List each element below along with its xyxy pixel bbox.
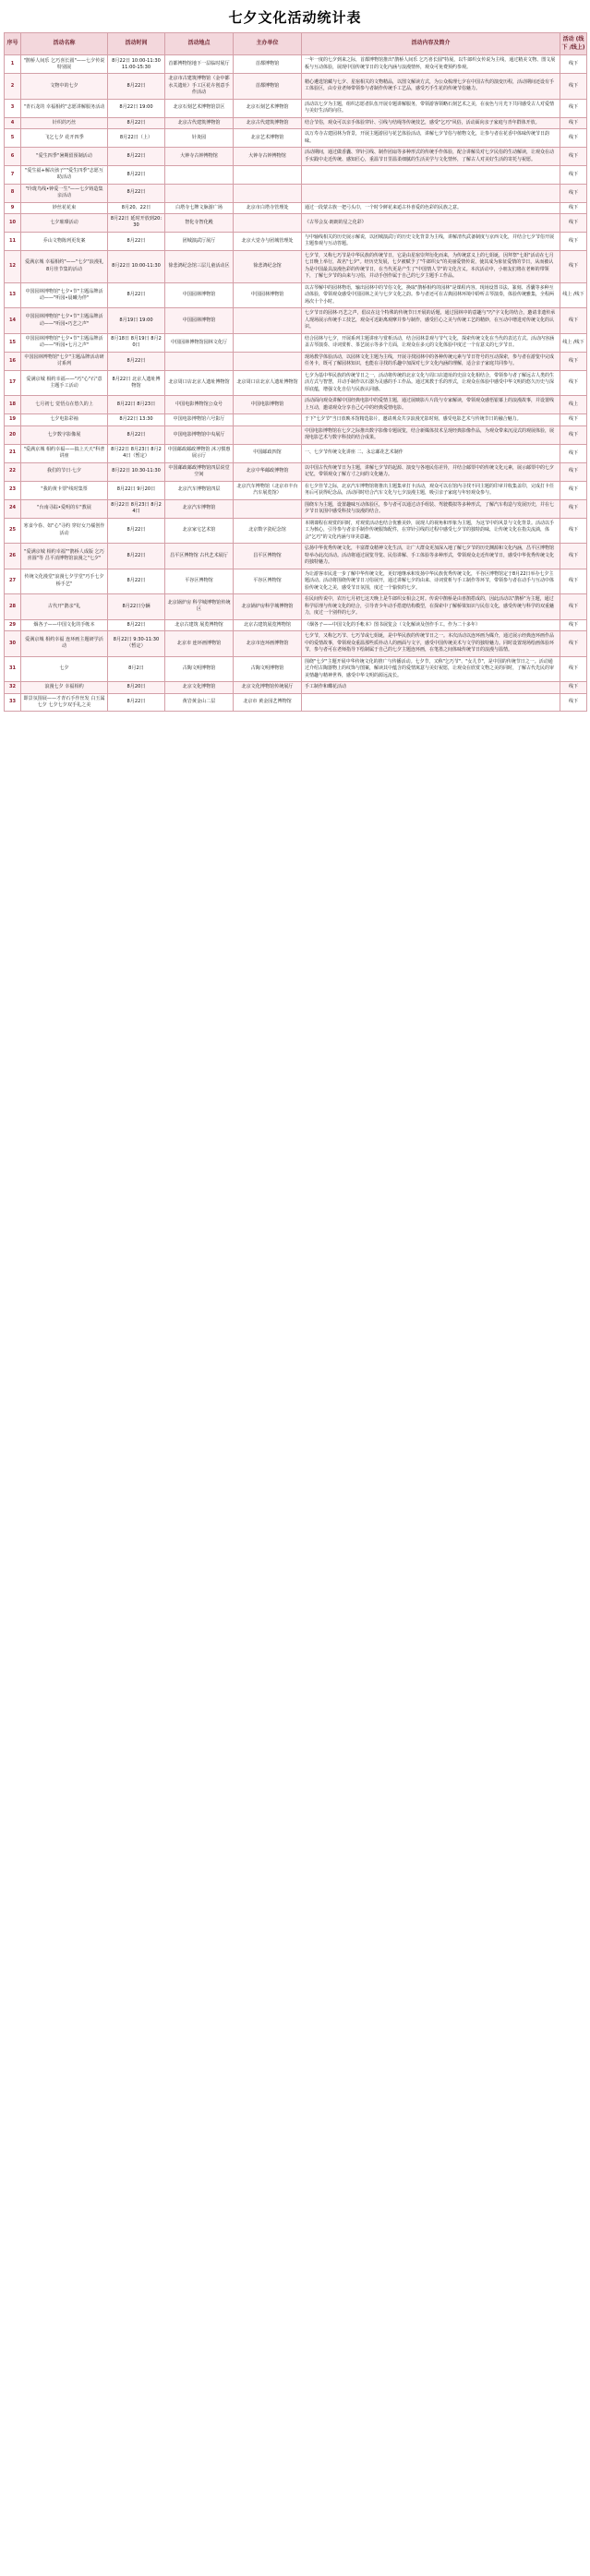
cell-activity-time: 8月22日 8月23日 8月24日 <box>108 499 165 518</box>
cell-organizer: 北京市白塔寺管理处 <box>234 202 302 214</box>
cell-activity-time: 8月22日 19:00 <box>108 99 165 117</box>
cell-activity-time: 8月22日 <box>108 569 165 594</box>
cell-activity-place: 北京家宅艺术馆 <box>165 518 234 544</box>
cell-activity-name: 中国园林博物馆"七夕•节"主题品牌活动——"听园•晨曦为伴" <box>21 282 108 308</box>
cell-organizer: 大钟寺古钟博物馆 <box>234 148 302 166</box>
cell-activity-time: 8月22日（上） <box>108 129 165 148</box>
cell-description <box>302 166 560 185</box>
cell-description: 七夕节，又称乞巧节、七巧节或七姐诞，是中华民族的传统节日之一。本次活动以连环画为媒介，通过展示经典连环画作品中的爱情故事，带领观众重温那些质朴动人的画面与文字，感受中国传统美术与文学的独特魅力。同时设置现场绘画体验环节，参与者可在老师指导下绘制属于自己的七夕主题连环画，在笔墨之间体味传统节日的浪漫与温情。 <box>302 631 560 657</box>
table-row <box>5 682 587 694</box>
cell-organizer <box>234 166 302 185</box>
table-row <box>5 444 587 462</box>
table-row <box>5 462 587 481</box>
cell-index: 15 <box>5 333 21 352</box>
table-body <box>5 55 587 712</box>
cell-activity-name: 浪漫七夕 幸福相约 <box>21 682 108 694</box>
cell-activity-time: 8月22日 13:30 <box>108 414 165 426</box>
cell-description: 在民间传说中，农历七月初七这天晚上是牛郎织女相会之时。传说中鹊桥是由喜鹊搭成的，因此活动以"鹊桥"为主题，通过科学原理与传统文化的结合，引导青少年动手搭建结构模型，在探索中了解桥梁知识与民俗文化，感受传统与科学的双重魅力，度过一个别样的七夕。 <box>302 594 560 620</box>
cell-description <box>302 693 560 712</box>
cell-mode: 线下 <box>560 414 587 426</box>
cell-description: 为让游客市民进一步了解中华传统文化，更好地继承和发扬中华民族优秀传统文化，平谷区博物馆定于8月22日举办七夕主题活动。活动将围绕传统节日习俗展开，通过讲解七夕的由来、诗词赏析与手工制作等环节，带领参与者在动手与互动中体验传统文化之美，感受节日氛围，度过一个愉快的七夕。 <box>302 569 560 594</box>
cell-activity-time: 8月19日 19:00 <box>108 308 165 334</box>
cell-mode: 线下 <box>560 444 587 462</box>
cell-activity-time: 8月22日 <box>108 693 165 712</box>
col-activity-place: 活动地点 <box>165 33 234 55</box>
cell-index: 30 <box>5 631 21 657</box>
cell-mode: 线下 <box>560 308 587 334</box>
cell-organizer: 徐悲鸿纪念馆 <box>234 250 302 282</box>
cell-activity-place: 黄岩黄金山二层 <box>165 693 234 712</box>
cell-index: 18 <box>5 396 21 414</box>
cell-activity-time: 8月22日 8月23日 8月24日（暂定） <box>108 444 165 462</box>
cell-organizer <box>234 308 302 334</box>
cell-description: 手工制作和蝶花活动 <box>302 682 560 694</box>
cell-index: 1 <box>5 55 21 74</box>
cell-mode: 线下 <box>560 202 587 214</box>
col-mode: 活动 (线下 /线上) <box>560 33 587 55</box>
table-row <box>5 425 587 444</box>
cell-index: 4 <box>5 117 21 129</box>
cell-activity-time: 8月22日 北京人遗址博物馆 <box>108 370 165 396</box>
cell-activity-time: 8月20日 <box>108 682 165 694</box>
table-row <box>5 352 587 370</box>
cell-mode: 线下 <box>560 481 587 499</box>
cell-activity-place: 北京石刻艺术博物馆景区 <box>165 99 234 117</box>
cell-activity-time: 8月22日 8月23日 <box>108 396 165 414</box>
cell-mode: 线下 <box>560 518 587 544</box>
cell-index: 16 <box>5 352 21 370</box>
cell-activity-name: "爱满京城 相约幸福——搞上天天"科普讲座 <box>21 444 108 462</box>
cell-organizer: 北京市连环画博物馆 <box>234 631 302 657</box>
cell-activity-time: 8月22日 10:00-11:30 <box>108 250 165 282</box>
cell-activity-name: "爱满京城 相约幸福""鹊桥人成版 乞巧喜圆"等 昌平消博物馆浪漫之"七夕" <box>21 544 108 569</box>
cell-organizer: 北京古代建筑博物馆 <box>234 117 302 129</box>
cell-description: 弘扬中华优秀传统文化，丰富群众精神文化生活，让广大群众更加深入地了解七夕节的历史渊源和文化内涵，昌平区博物馆特举办此次活动。活动将通过展览导览、民俗讲解、手工体验等多种形式，带领观众走近传统节日，感受中华优秀传统文化的独特魅力。 <box>302 544 560 569</box>
cell-organizer <box>234 184 302 202</box>
cell-description: 七夕节日的园林·巧艺之声，倡议在这个特殊的传统节日开展的话题，通过园林中的意趣与"巧"字文化的结合，邀请非遗传承人现场展示传统手工技艺，观众可近距离观摩并参与制作，感受匠心之美与传统工艺的精妙，在互动中增进对传统文化的认识。 <box>302 308 560 334</box>
table-row <box>5 74 587 99</box>
cell-activity-place: 中国园林博物馆 <box>165 308 234 334</box>
cell-mode: 线下 <box>560 499 587 518</box>
table-row <box>5 282 587 308</box>
cell-description: 活动期间，通过做香囊、穿针引线、制作团扇等多种形式的传统手作体验，配合讲解员对七夕民俗的生动解读，让观众在动手实践中走近传统、感知匠心，重温节日里温柔细腻的生活美学与文化情怀，了解古人对美好生活的寄托与祝愿。 <box>302 148 560 166</box>
cell-activity-name: "玲珑鸟线•钟爱一生"——七夕铸造集亲活动 <box>21 184 108 202</box>
col-activity-name: 活动名称 <box>21 33 108 55</box>
cell-activity-place: 白塔寺七牌文脉游广场 <box>165 202 234 214</box>
cell-activity-name: 寒食今春、如"心"寻约 穿好女乃襦创作活动 <box>21 518 108 544</box>
cell-index: 8 <box>5 184 21 202</box>
cell-activity-place: 北京古建筑 展览博物馆 <box>165 619 234 631</box>
cell-index: 6 <box>5 148 21 166</box>
cell-mode: 线下 <box>560 214 587 233</box>
table-row <box>5 518 587 544</box>
cell-organizer: 中国电影博物馆 <box>234 396 302 414</box>
cell-description: 本期课程在观赏的同时，对观赏活动也结合优雅美妙，展现人的视角和形象为主题，为这节中的风景与文化背景。活动以手工为核心，引导参与者亲手制作传统服饰配件，在穿针引线的过程中感受七夕节的独特韵味，让传统文化在指尖流淌，体会"乞巧"的文化内涵与审美意趣。 <box>302 518 560 544</box>
table-row <box>5 594 587 620</box>
cell-index: 33 <box>5 693 21 712</box>
cell-activity-place: 平谷区博物馆 <box>165 569 234 594</box>
cell-activity-name: "青石龙的 幸福相约"志愿讲解服务活动 <box>21 99 108 117</box>
cell-activity-place: 智化寺智化殿 <box>165 214 234 233</box>
cell-description: 以古琴解中的园林物语，输出园林中的节俗文化，换取"鹊桥相约的园林"是课程内容。现场设置书法、篆刻、香囊等多种互动体验，带领观众感受中国园林之美与七夕文化之韵。参与者还可在古典园林环境中聆听古琴演奏，体验传统雅集，全程两场次十个小时。 <box>302 282 560 308</box>
cell-mode: 线下 <box>560 55 587 74</box>
cell-activity-place <box>165 184 234 202</box>
cell-description: 结合园林与七夕，开展系列主题讲座与赏析活动，结合园林景观与节气文化，探索传统文化在当代的表达方式。活动内容涵盖古琴演奏、诗词赏析、茶艺展示等多个方面，让观众在多元的文化体验中度过一个有意义的七夕节日。 <box>302 333 560 352</box>
cell-activity-time: 8月22日 <box>108 117 165 129</box>
cell-activity-place <box>165 166 234 185</box>
cell-activity-time: 8月22日 <box>108 518 165 544</box>
cell-organizer: 北京古建筑展览博物馆 <box>234 619 302 631</box>
cell-activity-time: 8月22日 10:00-11:30 11:00-15:30 <box>108 55 165 74</box>
cell-activity-time: 8月22日 <box>108 148 165 166</box>
cell-activity-place: 北京锅炉房 科学城博物馆传统区 <box>165 594 234 620</box>
cell-activity-time: 8月22日 <box>108 425 165 444</box>
cell-activity-name: 中国园林博物馆"七夕"主题品牌活动研讨系列 <box>21 352 108 370</box>
cell-activity-place: 中国电影博物馆六号影厅 <box>165 414 234 426</box>
table-row <box>5 166 587 185</box>
table-row <box>5 184 587 202</box>
table-row <box>5 619 587 631</box>
cell-activity-place: 北京古代建筑博物馆 <box>165 117 234 129</box>
cell-activity-place <box>165 352 234 370</box>
cell-activity-name: "台南寻踪•爱明的车"教展 <box>21 499 108 518</box>
table-row <box>5 333 587 352</box>
cell-description: 中国电影博物馆在七夕之际推出数字影像专题展览，结合新媒体技术呈现经典影像作品，为观众带来沉浸式的观展体验，展现电影艺术与数字科技的结合成果。 <box>302 425 560 444</box>
cell-organizer: 北京文化博物馆传统展厅 <box>234 682 302 694</box>
cell-activity-place: 大钟寺古钟博物馆 <box>165 148 234 166</box>
table-row <box>5 396 587 414</box>
cell-activity-place: 北京文化博物馆 <box>165 682 234 694</box>
cell-activity-name: 七夕璀璨活动 <box>21 214 108 233</box>
table-row <box>5 202 587 214</box>
cell-mode: 线上 /线下 <box>560 282 587 308</box>
cell-activity-name: "爱生福+解决孩子""爱生四季"志愿互助活动 <box>21 166 108 185</box>
cell-mode: 线下 <box>560 74 587 99</box>
table-row <box>5 414 587 426</box>
cell-organizer: 北京中华邮政博物馆 <box>234 462 302 481</box>
cell-activity-name: 针织的巧丝 <box>21 117 108 129</box>
cell-index: 21 <box>5 444 21 462</box>
cell-mode: 线下 <box>560 631 587 657</box>
cell-activity-name: 即景氛围展——才青石手作丝发 白玉属七夕 七夕七夕双手礼之美 <box>21 693 108 712</box>
cell-index: 32 <box>5 682 21 694</box>
cell-activity-place: 中国电影博物馆中央展厅 <box>165 425 234 444</box>
cell-activity-name: 中国园林博物馆"七夕•节"主题品牌活动——"听园•七月之声" <box>21 333 108 352</box>
cell-description: 一、七夕节传统文化讲座 二、永忘邮花艺术制作 <box>302 444 560 462</box>
cell-description: 于下"七夕节"当日放映本馆精选影片，邀请观众共享浪漫光影时刻，感受电影艺术与传统节日的融合魅力。 <box>302 414 560 426</box>
activity-table <box>4 32 587 712</box>
table-row <box>5 99 587 117</box>
cell-organizer <box>234 414 302 426</box>
cell-activity-place: 北京汽车博物馆 <box>165 499 234 518</box>
table-row <box>5 544 587 569</box>
cell-activity-name: "我的黄卡票"线时集票 <box>21 481 108 499</box>
cell-organizer: 古陶文明博物馆 <box>234 656 302 682</box>
cell-activity-name: 七夕电影彩袖 <box>21 414 108 426</box>
cell-description: 现场教学体验活动，以园林文化主题为主线，开展寻找园林中的各种传统元素与节日符号的互动探索，参与者在游览中完成任务卡，既可了解园林知识，也能在寻找的乐趣中加深对七夕文化内涵的理解，适合亲子家庭共同参与。 <box>302 352 560 370</box>
cell-description: 《古琴会友·朗朗的星之化彩》 <box>302 214 560 233</box>
cell-index: 2 <box>5 74 21 99</box>
cell-organizer: 北京市 黄金园艺博物馆 <box>234 693 302 712</box>
col-index: 序号 <box>5 33 21 55</box>
table-row <box>5 250 587 282</box>
cell-activity-place: 北京周口店北京人遗址博物馆 <box>165 370 234 396</box>
cell-index: 20 <box>5 425 21 444</box>
cell-index: 24 <box>5 499 21 518</box>
cell-organizer: 首都博物馆 <box>234 74 302 99</box>
table-row <box>5 370 587 396</box>
cell-description: 以万寿寺古建园林为背景，开展主题游园与花艺体验活动，讲解七夕节俗与植物文化，让参与者在花香中体味传统节日韵味。 <box>302 129 560 148</box>
table-row <box>5 55 587 74</box>
cell-activity-name: 爱满京城 相约幸福 连环画主题研学活动 <box>21 631 108 657</box>
cell-activity-time: 8月2日 <box>108 656 165 682</box>
cell-organizer <box>234 214 302 233</box>
cell-index: 26 <box>5 544 21 569</box>
cell-activity-name: 乔山文物陈列更发案 <box>21 232 108 250</box>
cell-activity-place: 徐悲鸿纪念馆三层儿童活动区 <box>165 250 234 282</box>
cell-activity-name: 爱满京城 幸福相约"——"七夕"浪漫礼 8月佳节集的活动 <box>21 250 108 282</box>
cell-activity-place: 团城演武厅展厅 <box>165 232 234 250</box>
cell-index: 5 <box>5 129 21 148</box>
cell-activity-time: 8月22日 10:30-11:30 <box>108 462 165 481</box>
cell-organizer: 北京数字瓷纪念馆 <box>234 518 302 544</box>
cell-mode: 线下 <box>560 682 587 694</box>
cell-description: 《烟各子——中国文化的手帐本》图书展览会（文化解读及创作手工。作为二十多年） <box>302 619 560 631</box>
table-row <box>5 693 587 712</box>
cell-organizer: 平谷区博物馆 <box>234 569 302 594</box>
cell-activity-place: 中国邮政邮政博物馆 沐习惯惠展示厅 <box>165 444 234 462</box>
cell-description: 七夕节，又称七巧节是中华民族的传统节日，它是由星宿崇拜衍化而来，为传统意义上的七姐诞，因拜祭"七姐"活动在七月七日晚上举行，故名"七夕"。经历史发展，七夕被赋予了"牛郎织女"的美丽爱情传说，使其成为象征爱情的节日，从而被认为是中国最具浪漫色彩的传统节日，在当代更是产生了"中国情人节"的文化含义。本次活动中，小朋友们将在老师的带领下，了解七夕节的由来与习俗，并动手创作属于自己的七夕主题手工作品。 <box>302 250 560 282</box>
cell-activity-time: 8月22日 <box>108 352 165 370</box>
cell-description: 以中国古代传统节日为主题，讲解七夕节的起源、演变与各地民俗差异，并结合邮票中的传统文化元素，展示邮票中的七夕记忆，带领观众了解方寸之间的文化魅力。 <box>302 462 560 481</box>
cell-mode: 线下 <box>560 462 587 481</box>
cell-mode: 线下 <box>560 250 587 282</box>
cell-activity-place: 古陶文明博物馆 <box>165 656 234 682</box>
table-row <box>5 631 587 657</box>
cell-description: 活动以七夕为主题，组织志愿者队伍开展专题讲解服务，带领游客领略石刻艺术之美，在夜色与月光下共同感受古人对爱情与美好生活的向往。 <box>302 99 560 117</box>
cell-index: 3 <box>5 99 21 117</box>
cell-activity-name: 七夕 <box>21 656 108 682</box>
cell-activity-name: 中国园林博物馆"七夕•节"主题品牌活动——"听园•巧艺之声" <box>21 308 108 334</box>
cell-mode: 线下 <box>560 184 587 202</box>
cell-mode: 线下 <box>560 166 587 185</box>
document-page <box>0 0 590 721</box>
cell-activity-time: 8月22日 <box>108 544 165 569</box>
cell-activity-time: 8月22日 <box>108 282 165 308</box>
cell-mode: 线下 <box>560 544 587 569</box>
cell-organizer <box>234 425 302 444</box>
cell-activity-place: 中国电影博物馆公众号 <box>165 396 234 414</box>
table-row <box>5 129 587 148</box>
cell-organizer <box>234 333 302 352</box>
cell-activity-time: 8月18日 8月19日 8月20日 <box>108 333 165 352</box>
cell-mode: 线下 <box>560 693 587 712</box>
cell-index: 28 <box>5 594 21 620</box>
cell-activity-name: "鹊桥人间乐 乞巧喜长圆"——七夕传说特别展 <box>21 55 108 74</box>
table-row <box>5 656 587 682</box>
cell-activity-name: 妙丝花花束 <box>21 202 108 214</box>
cell-activity-time: 8月22日分辆 <box>108 594 165 620</box>
cell-index: 31 <box>5 656 21 682</box>
cell-mode: 线下 <box>560 99 587 117</box>
table-row <box>5 499 587 518</box>
cell-index: 25 <box>5 518 21 544</box>
cell-description: 七夕为基中华民族的传统节日之一，活动将传统的北京文化与周口店遗址的史前文化相结合，带领参与者了解远古人类的生活方式与智慧，并动手制作以石器为灵感的手工作品。通过寓教于乐的形式，让观众在体验中感受中华文明的悠久历史与深厚底蕴，增强文化自信与民族认同感。 <box>302 370 560 396</box>
cell-index: 22 <box>5 462 21 481</box>
cell-index: 9 <box>5 202 21 214</box>
cell-activity-time: 8月22日 9:30-11:30 （暂定） <box>108 631 165 657</box>
cell-activity-time: 8月22日 <box>108 166 165 185</box>
cell-activity-time: 8月22日 <box>108 619 165 631</box>
cell-mode: 线下 <box>560 594 587 620</box>
cell-activity-name: 传统文化漫堂"浪漫七夕学堂"巧手七夕桥手艺" <box>21 569 108 594</box>
cell-activity-name: "爱生四季"暑期留预制活动 <box>21 148 108 166</box>
cell-activity-time: 8月22日 <box>108 184 165 202</box>
cell-activity-place: 北京汽车博物馆四层 <box>165 481 234 499</box>
cell-activity-name: 七月初七 觉悟点在悠久的上 <box>21 396 108 414</box>
table-row <box>5 481 587 499</box>
table-header-row <box>5 33 587 55</box>
cell-organizer: 首都博物馆 <box>234 55 302 74</box>
cell-activity-place: 针灸园 <box>165 129 234 148</box>
cell-description: 活动面向观众讲解中国经典电影中的爱情主题，通过展映影片片段与专家解读，带领观众感悟银幕上的浪漫故事，并设置线上互动，邀请观众分享自己心中的经典爱情电影。 <box>302 396 560 414</box>
cell-organizer: 北京石刻艺术博物馆 <box>234 99 302 117</box>
cell-description: 通过一段蒙古族一把弓头巾，一个时令鲜花来逅古朴喜爱的色彩的民族之意。 <box>302 202 560 214</box>
cell-activity-name: 飞乞七夕 花开四季 <box>21 129 108 148</box>
cell-mode: 线下 <box>560 425 587 444</box>
cell-activity-time: 8月22日 <box>108 232 165 250</box>
cell-organizer: 中国园林博物馆 <box>234 282 302 308</box>
cell-description: 一年一度的七夕到来之际，首都博物馆推出"鹊桥人间乐 乞巧喜长圆"特展，以牛郎织女传说为主线，通过精美文物、图文展板与互动体验，展现中国传统节日的文化内涵与浪漫情怀，观众可免费预约参观。 <box>302 55 560 74</box>
cell-activity-time: 8月20、22日 <box>108 202 165 214</box>
cell-description: 在七夕佳节之际，北京汽车博物馆将推出主题集章打卡活动，观众可以在馆内寻找不同主题的印章并收集盖印，完成打卡任务后可获得纪念品，活动同时结合汽车文化与七夕浪漫主题，吸引亲子家庭与年轻观众参与。 <box>302 481 560 499</box>
cell-mode: 线下 <box>560 619 587 631</box>
cell-activity-name: 文物中的七夕 <box>21 74 108 99</box>
cell-description: 围绕车为主题，设置趣味互动体验区，参与者可以通过动手组装、驾驶模拟等多种形式，了解汽车构造与发展历史，并在七夕节日氛围中感受科技与浪漫的结合。 <box>302 499 560 518</box>
cell-mode: 线下 <box>560 569 587 594</box>
cell-index: 23 <box>5 481 21 499</box>
table-row <box>5 308 587 334</box>
cell-index: 13 <box>5 282 21 308</box>
cell-organizer: 北京大觉寺与团城管理处 <box>234 232 302 250</box>
cell-index: 7 <box>5 166 21 185</box>
cell-organizer <box>234 352 302 370</box>
cell-activity-name: 爱满京城 相约幸福——"巧"心"石"意 主题手工活动 <box>21 370 108 396</box>
cell-index: 12 <box>5 250 21 282</box>
cell-activity-name: 我们的节日·七夕 <box>21 462 108 481</box>
cell-index: 17 <box>5 370 21 396</box>
cell-organizer: 北京周口店北京人遗址博物馆 <box>234 370 302 396</box>
cell-index: 27 <box>5 569 21 594</box>
cell-mode: 线下 <box>560 232 587 250</box>
cell-organizer: 北京锅炉房科学城博物馆 <box>234 594 302 620</box>
table-row <box>5 148 587 166</box>
cell-activity-place: 首都博物馆地下一层临时展厅 <box>165 55 234 74</box>
cell-index: 10 <box>5 214 21 233</box>
table-row <box>5 232 587 250</box>
cell-index: 19 <box>5 414 21 426</box>
cell-activity-place: 昌平区博物馆 古代艺术展厅 <box>165 544 234 569</box>
cell-activity-name: 古代开"鹊亲"礼 <box>21 594 108 620</box>
table-row <box>5 214 587 233</box>
cell-activity-place: 北京市古建筑博物馆（金中都水关遗址）手工区花卉创意手作活动 <box>165 74 234 99</box>
cell-organizer: 北京艺术博物馆 <box>234 129 302 148</box>
cell-description: 与中轴线相关的历史展示解说，以团城演武厅的历史文化背景为主线，讲解清代武备制度与京西文化，并结合七夕节俗开展主题参观与互动答题。 <box>302 232 560 250</box>
cell-mode: 线下 <box>560 148 587 166</box>
cell-activity-time: 8月22日 <box>108 74 165 99</box>
cell-description <box>302 184 560 202</box>
cell-index: 29 <box>5 619 21 631</box>
cell-description: 精心遴选馆藏与七夕、星宿相关的文物精品，以图文解读方式，为公众梳理七夕在中国古代的演变历程，活动期间还设有手工体验区，由专业老师带领参与者制作传统手工艺品，感受巧手生花的传统节俗魅力。 <box>302 74 560 99</box>
cell-organizer: 昌平区博物馆 <box>234 544 302 569</box>
cell-mode: 线上 <box>560 396 587 414</box>
cell-organizer: 北京汽车博物馆（北京市丰台汽车展览馆） <box>234 481 302 499</box>
cell-mode: 线下 <box>560 370 587 396</box>
cell-index: 11 <box>5 232 21 250</box>
table-row <box>5 117 587 129</box>
col-activity-time: 活动时间 <box>108 33 165 55</box>
cell-index: 14 <box>5 308 21 334</box>
cell-organizer <box>234 499 302 518</box>
cell-activity-name: 烟各子——中国文化的手帐本 <box>21 619 108 631</box>
cell-activity-time: 8月22日 延时开放到20:30 <box>108 214 165 233</box>
cell-mode: 线上 /线下 <box>560 333 587 352</box>
cell-activity-time: 8月22日 9月20日 <box>108 481 165 499</box>
cell-mode: 线下 <box>560 117 587 129</box>
col-description: 活动内容及简介 <box>302 33 560 55</box>
table-row <box>5 569 587 594</box>
col-organizer: 主办单位 <box>234 33 302 55</box>
page-title: 七夕文化活动统计表 <box>228 9 362 26</box>
cell-activity-name: 七夕数字影像展 <box>21 425 108 444</box>
cell-mode: 线下 <box>560 352 587 370</box>
cell-activity-place: 中国邮政邮政博物馆四层说堂空间 <box>165 462 234 481</box>
cell-activity-place: 中国园林博物馆 <box>165 282 234 308</box>
cell-activity-place: 中国园林博物馆园林文化厅 <box>165 333 234 352</box>
cell-description: 围绕"七夕"主题开展中华传统文化的推广与传播活动。七夕节，又称"乞巧节"、"女儿节"，是中国的传统节日之一。活动通过介绍古陶器物上的纹饰与图案，解读其中蕴含的爱情寓意与美好祝愿，让观众在欣赏文物之美的同时，了解古代先民的审美情趣与精神世界，感受中华文明的源远流长。 <box>302 656 560 682</box>
cell-organizer: 中国邮政四馆 <box>234 444 302 462</box>
cell-description: 结合节俗，观众可以亲手体验穿针、引线与结绳等传统技艺，感受"乞巧"风俗，活动面向亲子家庭与青年群体开放。 <box>302 117 560 129</box>
cell-mode: 线下 <box>560 129 587 148</box>
cell-activity-place: 北京市 连环画博物馆 <box>165 631 234 657</box>
cell-mode: 线下 <box>560 656 587 682</box>
